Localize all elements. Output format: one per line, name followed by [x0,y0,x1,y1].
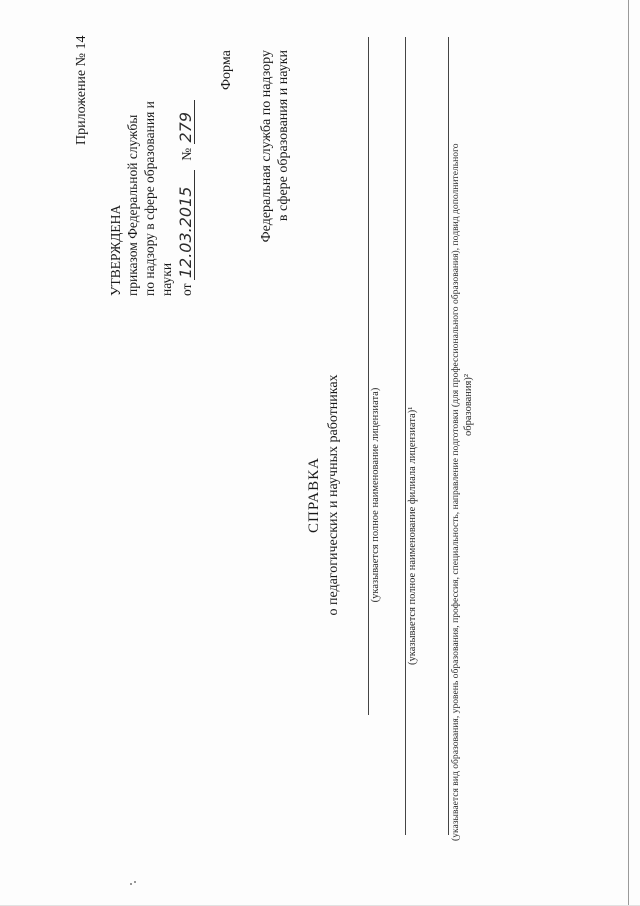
scan-speck [134,881,136,883]
order-date-row [177,101,195,297]
approval-line: по надзору в сфере образования и [142,101,157,296]
branch-name-caption: (указывается полное наименование филиала лицензиата)¹ [407,406,418,665]
number-prefix: № [179,147,194,161]
education-type-caption-1: (указывается вид образования, уровень образования, профессия, специальность, направление подготовки (для профессионального образования), подвид дополнительного [450,143,461,841]
licensee-name-caption: (указывается полное наименование лицензиата) [370,387,381,603]
appendix-number: Приложение № 14 [74,35,89,145]
branch-name-line [405,37,406,835]
approval-line: приказом Федеральной службы [125,114,140,296]
scan-edge-line [628,0,629,905]
service-name [258,50,292,280]
date-prefix: от [179,283,194,296]
document-subtitle: о педагогических и научных работниках [326,374,341,616]
education-type-line [448,37,449,835]
order-date: 12.03.2015 [177,170,195,280]
service-line: в сфере образования и науки [276,50,291,222]
form-label: Форма [219,50,234,90]
approval-line: науки [159,262,174,296]
approval-block [107,101,195,297]
order-number: 279 [177,101,195,145]
education-type-caption-2: образования)² [463,373,474,437]
document-title: СПРАВКА [306,457,322,533]
scan-speck [130,883,132,885]
licensee-name-line [368,37,369,715]
approval-heading: УТВЕРЖДЕНА [108,204,123,296]
service-line: Федеральная служба по надзору [259,50,274,243]
